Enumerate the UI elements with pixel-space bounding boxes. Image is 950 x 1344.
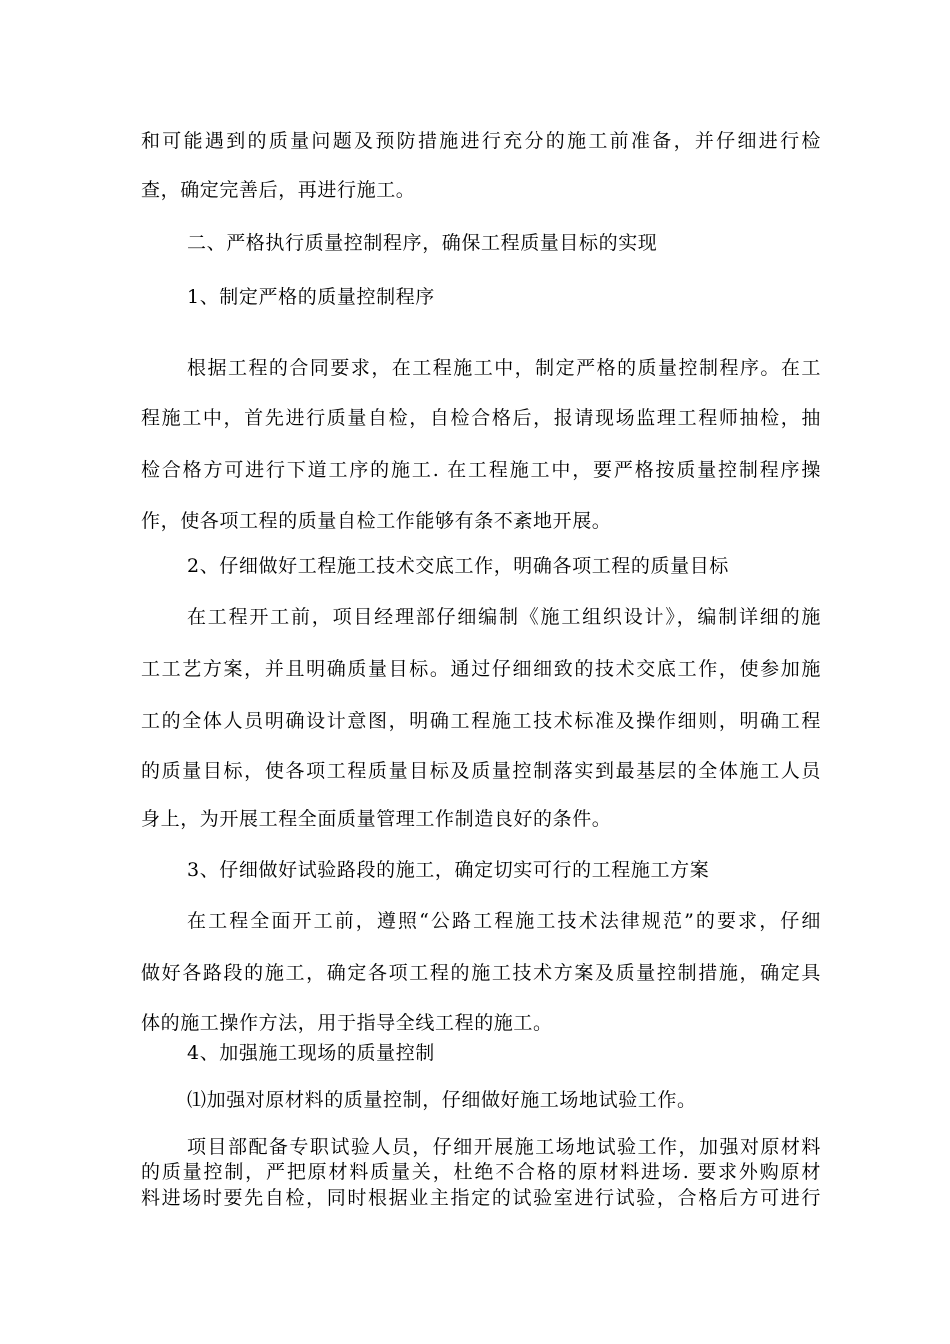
paragraph-line: 工工艺方案，并且明确质量目标。通过仔细细致的技术交底工作，使参加施 [141, 658, 821, 680]
subsection-heading: 4、加强施工现场的质量控制 [187, 1042, 435, 1064]
subsection-heading: 3、仔细做好试验路段的施工，确定切实可行的工程施工方案 [187, 859, 710, 881]
paragraph-line: 项目部配备专职试验人员，仔细开展施工场地试验工作，加强对原材料 [187, 1136, 821, 1158]
paragraph-line: 程施工中，首先进行质量自检，自检合格后，报请现场监理工程师抽检，抽 [141, 407, 821, 429]
section-heading: 二、严格执行质量控制程序，确保工程质量目标的实现 [187, 232, 658, 254]
paragraph-line: 的质量控制，严把原材料质量关，杜绝不合格的原材料进场. 要求外购原材 [141, 1161, 821, 1183]
subsection-heading: 2、仔细做好工程施工技术交底工作，明确各项工程的质量目标 [187, 555, 729, 577]
paragraph-line: 工的全体人员明确设计意图，明确工程施工技术标准及操作细则，明确工程 [141, 710, 821, 732]
paragraph-line: 体的施工操作方法，用于指导全线工程的施工。 [141, 1012, 553, 1034]
paragraph-line: 查，确定完善后，再进行施工。 [141, 179, 416, 201]
paragraph-line: 身上，为开展工程全面质量管理工作制造良好的条件。 [141, 808, 612, 830]
paragraph-line: 做好各路段的施工，确定各项工程的施工技术方案及质量控制措施，确定具 [141, 962, 821, 984]
paragraph-line: 检合格方可进行下道工序的施工. 在工程施工中，要严格按质量控制程序操 [141, 459, 821, 481]
paragraph-line: 作，使各项工程的质量自检工作能够有条不紊地开展。 [141, 510, 612, 532]
subsection-item: ⑴加强对原材料的质量控制，仔细做好施工场地试验工作。 [187, 1089, 697, 1111]
paragraph-line: 在工程开工前，项目经理部仔细编制《施工组织设计》，编制详细的施 [187, 606, 821, 628]
subsection-heading: 1、制定严格的质量控制程序 [187, 286, 435, 308]
paragraph-line: 根据工程的合同要求，在工程施工中，制定严格的质量控制程序。在工 [187, 357, 821, 379]
paragraph-line: 的质量目标，使各项工程质量目标及质量控制落实到最基层的全体施工人员 [141, 760, 821, 782]
paragraph-line: 在工程全面开工前，遵照“公路工程施工技术法律规范”的要求，仔细 [187, 910, 821, 932]
paragraph-line: 料进场时要先自检，同时根据业主指定的试验室进行试验，合格后方可进行 [141, 1187, 821, 1209]
paragraph-line: 和可能遇到的质量问题及预防措施进行充分的施工前准备，并仔细进行检 [141, 130, 821, 152]
